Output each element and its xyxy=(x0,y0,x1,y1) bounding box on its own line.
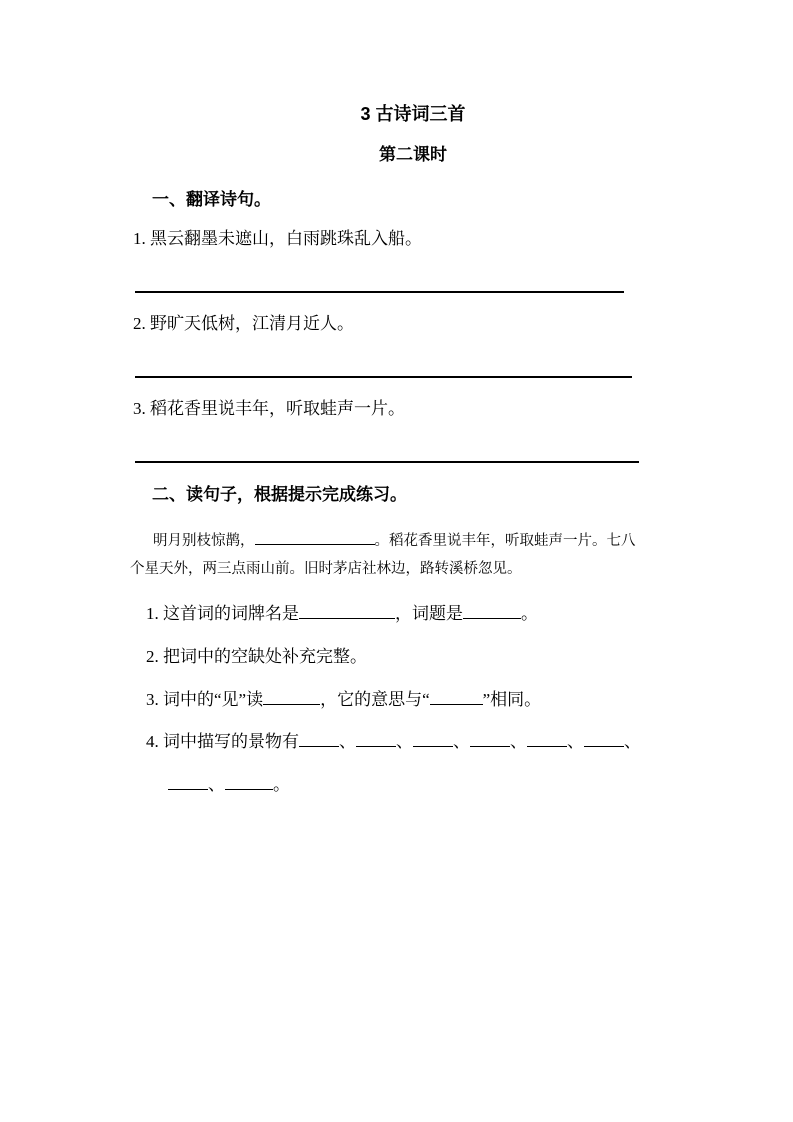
blank-separator-4: 、 xyxy=(510,732,527,751)
question-1 xyxy=(146,603,538,624)
answer-line-3[interactable] xyxy=(135,461,639,463)
blank-separator-6: 、 xyxy=(624,732,641,751)
question-4-blank-8[interactable] xyxy=(225,774,273,790)
question-1-text-c: 。 xyxy=(521,604,538,623)
lesson-subtitle: 第二课时 xyxy=(379,145,447,164)
question-1-blank-1[interactable] xyxy=(299,603,395,619)
passage-line-1 xyxy=(133,531,636,550)
question-3-blank-2[interactable] xyxy=(430,689,483,705)
question-4-text: 4. 词中描写的景物有 xyxy=(146,732,299,751)
question-4-line-1 xyxy=(146,731,641,752)
translation-item-2: 2. 野旷天低树，江清月近人。 xyxy=(133,314,354,333)
question-2: 2. 把词中的空缺处补充完整。 xyxy=(146,647,367,666)
blank-separator-2: 、 xyxy=(396,732,413,751)
question-3-text-a: 3. 词中的“见”读 xyxy=(146,690,264,709)
question-3-text-b: ，它的意思与“ xyxy=(320,690,430,709)
question-4-blank-1[interactable] xyxy=(299,731,339,747)
question-1-text-b: ，词题是 xyxy=(395,604,463,623)
question-3-text-c: ”相同。 xyxy=(482,690,542,709)
answer-line-2[interactable] xyxy=(135,376,632,378)
answer-line-1[interactable] xyxy=(135,291,624,293)
blank-separator-1: 、 xyxy=(339,732,356,751)
question-4-blank-5[interactable] xyxy=(527,731,567,747)
question-3 xyxy=(146,689,541,710)
passage-blank[interactable] xyxy=(255,531,375,545)
page-title: 3 古诗词三首 xyxy=(360,104,466,124)
question-4-line-2 xyxy=(168,774,290,795)
question-4-blank-3[interactable] xyxy=(413,731,453,747)
section-one-heading: 一、翻译诗句。 xyxy=(152,190,271,209)
passage-text-before-blank: 明月别枝惊鹊， xyxy=(153,533,255,549)
blank-separator-3: 、 xyxy=(453,732,470,751)
blank-separator-7: 、 xyxy=(208,775,225,794)
blank-separator-5: 、 xyxy=(567,732,584,751)
question-3-blank-1[interactable] xyxy=(263,689,320,705)
question-1-blank-2[interactable] xyxy=(463,603,521,619)
question-1-text-a: 1. 这首词的词牌名是 xyxy=(146,604,299,623)
question-4-blank-7[interactable] xyxy=(168,774,208,790)
question-4-blank-2[interactable] xyxy=(356,731,396,747)
section-two-heading: 二、读句子，根据提示完成练习。 xyxy=(152,485,407,504)
question-4-period: 。 xyxy=(273,775,290,794)
translation-item-1: 1. 黑云翻墨未遮山，白雨跳珠乱入船。 xyxy=(133,229,422,248)
question-4-blank-6[interactable] xyxy=(584,731,624,747)
passage-line-2: 个星天外，两三点雨山前。旧时茅店社林边，路转溪桥忽见。 xyxy=(130,561,522,577)
translation-item-3: 3. 稻花香里说丰年，听取蛙声一片。 xyxy=(133,399,405,418)
question-4-blank-4[interactable] xyxy=(470,731,510,747)
passage-text-after-blank: 。稻花香里说丰年，听取蛙声一片。七八 xyxy=(374,533,636,549)
